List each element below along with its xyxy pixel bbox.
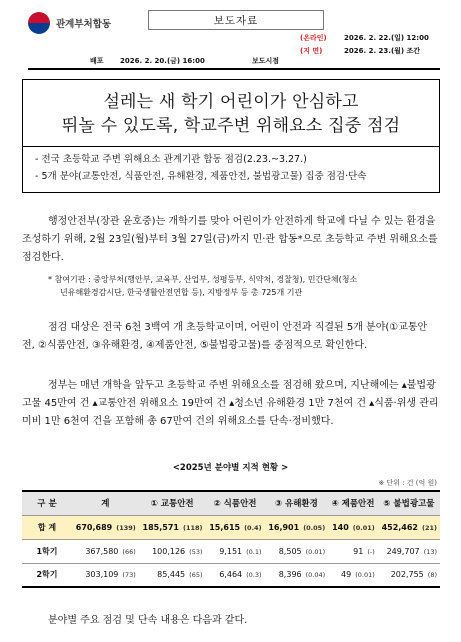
table-cell xyxy=(328,563,378,587)
headline-line-2: 뛰놀 수 있도록, 학교주변 위해요소 집중 점검 xyxy=(61,116,401,136)
headline-line-1: 설레는 새 학기 어린이가 안심하고 xyxy=(103,92,359,112)
table-cell xyxy=(206,539,265,563)
cell-amount: (53) xyxy=(189,547,203,556)
col-header: ④ 제품안전 xyxy=(328,491,378,515)
cell-value: 185,571 xyxy=(142,522,179,532)
table-cell xyxy=(265,515,329,539)
cell-value: 249,707 xyxy=(386,546,420,556)
col-header: ⑤ 불법광고물 xyxy=(378,491,440,515)
footnote-line-2: 년유해환경감시단, 한국생활안전연합 등), 지방정부 등 총 725개 기관 xyxy=(60,288,303,297)
cell-amount: (0.01) xyxy=(352,523,375,532)
table-title: <2025년 분야별 지적 현황 > xyxy=(172,463,289,473)
cell-amount: (0.05) xyxy=(303,523,326,532)
cell-amount: (139) xyxy=(116,523,136,532)
embargo-heading: 보도시점 xyxy=(252,57,280,65)
table-cell xyxy=(378,539,440,563)
cell-amount: (118) xyxy=(182,523,203,532)
cell-value: 16,901 xyxy=(268,522,300,532)
cell-amount: (0.3) xyxy=(246,571,262,580)
table-row xyxy=(22,515,440,539)
row-label: 합 계 xyxy=(22,515,72,539)
cell-value: 670,689 xyxy=(75,522,113,532)
table-cell xyxy=(72,563,139,587)
press-release-label: 보도자료 xyxy=(148,10,324,30)
subheadline-2: - 5개 분야(교통안전, 식품안전, 유해환경, 제품안전, 불법광고물) 집중 점검·단속 xyxy=(35,171,367,182)
headline-box xyxy=(22,79,440,147)
cell-value: 8,396 xyxy=(278,570,302,580)
cell-amount: (0.4) xyxy=(244,523,262,532)
subheadline-box xyxy=(22,147,440,193)
table-cell xyxy=(206,563,265,587)
table-header-row xyxy=(22,491,440,515)
distribution-row xyxy=(28,54,440,70)
table-cell xyxy=(72,539,139,563)
embargo-online-label: (온라인) xyxy=(300,34,327,42)
closing-paragraph: 분야별 주요 점검 및 단속 내용은 다음과 같다. xyxy=(48,615,248,626)
embargo-online-value: 2026. 2. 22.(일) 12:00 xyxy=(344,34,429,42)
footnote xyxy=(48,273,440,299)
cell-amount: (65) xyxy=(189,571,203,580)
cell-amount: (0.1) xyxy=(246,547,262,556)
cell-amount: (0.01) xyxy=(355,571,375,580)
cell-value: 8,505 xyxy=(278,546,302,556)
cell-amount: (66) xyxy=(122,547,136,556)
cell-value: 85,445 xyxy=(157,570,186,580)
paragraph-3: 정부는 매년 개학을 앞두고 초등학교 주변 위해요소를 점검해 왔으며, 지난해에는 ▴불법광고물 45만여 건 ▴교통안전 위해요소 19만여 건 ▴청소년 유해환경 1만 7천여 건 ▴식품·위생 관리 미비 1만 6천여 건을 포함해 총 67만여 건의 위해요소를 단속·정비했다. xyxy=(22,380,439,427)
gov-logo xyxy=(28,12,111,34)
org-name: 관계부처합동 xyxy=(56,19,112,30)
cell-value: 91 xyxy=(353,546,364,556)
table-unit: ※ 단위 : 건 (억 원) xyxy=(378,479,437,487)
table-cell xyxy=(139,539,206,563)
table-cell xyxy=(378,563,440,587)
table-cell xyxy=(139,563,206,587)
col-header: 계 xyxy=(72,491,139,515)
cell-value: 100,126 xyxy=(152,546,186,556)
cell-amount: (21) xyxy=(422,523,437,532)
row-label: 1학기 xyxy=(22,539,72,563)
cell-amount: (73) xyxy=(122,571,136,580)
col-header: 구 분 xyxy=(22,491,72,515)
table-cell xyxy=(328,539,378,563)
dist-value: 2026. 2. 20.(금) 16:00 xyxy=(120,57,205,65)
dist-label: 배포 xyxy=(90,57,104,65)
cell-value: 452,462 xyxy=(381,522,418,532)
embargo-print-value: 2026. 2. 23.(월) 조간 xyxy=(344,47,421,55)
cell-value: 303,109 xyxy=(85,570,119,580)
subheadline-1: - 전국 초등학교 주변 위해요소 관계기관 합동 점검(2.23.~3.27.) xyxy=(35,154,307,165)
paragraph-2: 점검 대상은 전국 6천 3백여 개 초등학교이며, 어린이 안전과 직결된 5개 분야(①교통안전, ②식품안전, ③유해환경, ④제품안전, ⑤불법광고물)를 중점적으로 확인한다. xyxy=(22,322,428,351)
cell-value: 140 xyxy=(332,522,349,532)
cell-amount: (8) xyxy=(427,571,437,580)
paragraph-1: 행정안전부(장관 윤호중)는 개학기를 맞아 어린이가 안전하게 학교에 다닐 수 있는 환경을 조성하기 위해, 2월 23일(월)부터 3월 27일(금)까지 민·관 합동*으로 초등학교 주변 위해요소를 점검한다. xyxy=(22,216,438,263)
cell-amount: (0.01) xyxy=(305,547,326,556)
table-row xyxy=(22,563,440,587)
table-row xyxy=(22,539,440,563)
embargo-print-label: (지 면) xyxy=(300,47,323,55)
cell-amount: (0.04) xyxy=(305,571,326,580)
table-cell xyxy=(206,515,265,539)
cell-value: 202,755 xyxy=(390,570,424,580)
taegeuk-icon xyxy=(28,12,50,34)
table-cell xyxy=(328,515,378,539)
document-header xyxy=(28,10,440,55)
table-cell xyxy=(265,539,329,563)
col-header: ② 식품안전 xyxy=(206,491,265,515)
table-cell xyxy=(72,515,139,539)
col-header: ③ 유해환경 xyxy=(265,491,329,515)
row-label: 2학기 xyxy=(22,563,72,587)
cell-value: 9,151 xyxy=(219,546,243,556)
cell-value: 367,580 xyxy=(85,546,119,556)
col-header: ① 교통안전 xyxy=(139,491,206,515)
cell-value: 49 xyxy=(341,570,352,580)
stats-table xyxy=(22,490,440,588)
cell-amount: (-) xyxy=(367,547,375,556)
cell-value: 15,615 xyxy=(209,522,241,532)
table-cell xyxy=(139,515,206,539)
footnote-line-1: * 참여기관 : 중앙부처(행안부, 교육부, 산업부, 성평등부, 식약처, 경찰청), 민간단체(청소 xyxy=(48,275,358,284)
cell-amount: (13) xyxy=(423,547,437,556)
table-cell xyxy=(265,563,329,587)
table-cell xyxy=(378,515,440,539)
cell-value: 6,464 xyxy=(219,570,243,580)
